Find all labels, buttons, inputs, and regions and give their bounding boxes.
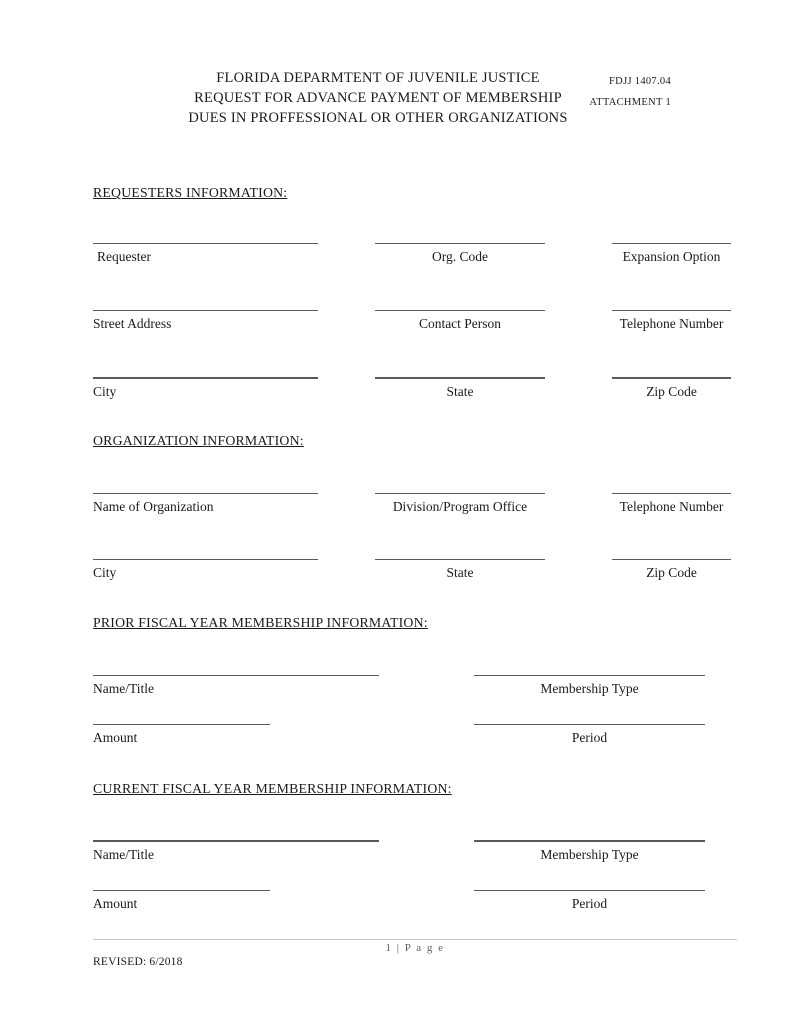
field-row	[93, 243, 737, 265]
expansion-option-label: Expansion Option	[622, 249, 721, 265]
form-title-line-3: DUES IN PROFFESSIONAL OR OTHER ORGANIZATIONS	[188, 110, 568, 126]
prior-period-label: Period	[571, 730, 608, 746]
current-membership-type-input-line[interactable]	[474, 840, 705, 841]
field-row	[93, 890, 737, 912]
telephone-number-input-line[interactable]	[612, 310, 731, 311]
org-city-field	[93, 559, 318, 581]
org-code-field	[375, 243, 545, 265]
section-heading-requesters-information: REQUESTERS INFORMATION:	[93, 185, 288, 200]
prior-name-title-field	[93, 675, 379, 697]
field-row	[93, 493, 737, 515]
field-row	[93, 559, 737, 581]
org-city-label: City	[93, 564, 117, 580]
current-period-input-line[interactable]	[474, 890, 705, 891]
prior-amount-input-line[interactable]	[93, 724, 270, 725]
page-number: 1 | P a g e	[385, 941, 445, 954]
requester-label: Requester	[97, 249, 151, 265]
org-state-field	[375, 559, 545, 581]
form-header	[93, 0, 737, 128]
form-number: FDJJ 1407.04	[609, 76, 671, 87]
field-row	[93, 675, 737, 697]
zip-code-field	[612, 377, 731, 399]
zip-code-label: Zip Code	[646, 383, 697, 399]
current-amount-input-line[interactable]	[93, 890, 270, 891]
city-input-line[interactable]	[93, 377, 318, 378]
field-row	[93, 724, 737, 746]
form-title-line-1: FLORIDA DEPARMTENT OF JUVENILE JUSTICE	[216, 70, 540, 86]
org-telephone-number-label: Telephone Number	[619, 498, 724, 514]
street-address-field	[93, 310, 318, 332]
form-title	[93, 68, 663, 128]
prior-amount-label: Amount	[93, 730, 138, 746]
current-period-label: Period	[571, 895, 608, 911]
city-field	[93, 377, 318, 399]
field-row	[93, 377, 737, 399]
division-program-office-label: Division/Program Office	[392, 498, 528, 514]
zip-code-input-line[interactable]	[612, 377, 731, 378]
current-membership-type-label: Membership Type	[540, 846, 639, 862]
state-input-line[interactable]	[375, 377, 545, 378]
document-reference	[589, 71, 671, 113]
field-row	[93, 840, 737, 862]
prior-membership-type-input-line[interactable]	[474, 675, 705, 676]
org-zip-code-input-line[interactable]	[612, 559, 731, 560]
prior-name-title-label: Name/Title	[93, 681, 155, 697]
org-telephone-number-field	[612, 493, 731, 515]
section-heading-prior-fiscal-year: PRIOR FISCAL YEAR MEMBERSHIP INFORMATION:	[93, 614, 428, 630]
street-address-label: Street Address	[93, 316, 172, 332]
prior-period-field	[474, 724, 705, 746]
current-period-field	[474, 890, 705, 912]
org-code-input-line[interactable]	[375, 243, 545, 244]
org-telephone-number-input-line[interactable]	[612, 493, 731, 494]
org-state-input-line[interactable]	[375, 559, 545, 560]
contact-person-field	[375, 310, 545, 332]
current-name-title-input-line[interactable]	[93, 840, 379, 841]
street-address-input-line[interactable]	[93, 310, 318, 311]
current-name-title-label: Name/Title	[93, 846, 155, 862]
section-heading-organization-information: ORGANIZATION INFORMATION:	[93, 432, 304, 448]
expansion-option-field	[612, 243, 731, 265]
attachment-label: ATTACHMENT 1	[589, 97, 671, 108]
division-program-office-input-line[interactable]	[375, 493, 545, 494]
contact-person-label: Contact Person	[418, 316, 502, 332]
current-name-title-field	[93, 840, 379, 862]
city-label: City	[93, 383, 117, 399]
division-program-office-field	[375, 493, 545, 515]
organization-name-field	[93, 493, 318, 515]
requester-field	[93, 243, 318, 265]
revised-label: REVISED: 6/2018	[93, 955, 183, 968]
page-footer	[93, 939, 737, 968]
org-state-label: State	[446, 564, 474, 580]
current-amount-field	[93, 890, 270, 912]
prior-amount-field	[93, 724, 270, 746]
organization-name-input-line[interactable]	[93, 493, 318, 494]
prior-membership-type-field	[474, 675, 705, 697]
expansion-option-input-line[interactable]	[612, 243, 731, 244]
current-amount-label: Amount	[93, 895, 138, 911]
org-code-label: Org. Code	[432, 249, 488, 265]
requester-input-line[interactable]	[93, 243, 318, 244]
organization-name-label: Name of Organization	[93, 498, 214, 514]
prior-membership-type-label: Membership Type	[540, 681, 639, 697]
telephone-number-label: Telephone Number	[619, 316, 724, 332]
current-membership-type-field	[474, 840, 705, 862]
prior-period-input-line[interactable]	[474, 724, 705, 725]
state-field	[375, 377, 545, 399]
org-zip-code-label: Zip Code	[646, 564, 697, 580]
field-row	[93, 310, 737, 332]
telephone-number-field	[612, 310, 731, 332]
form-title-line-2: REQUEST FOR ADVANCE PAYMENT OF MEMBERSHIP	[194, 90, 562, 106]
org-city-input-line[interactable]	[93, 559, 318, 560]
state-label: State	[446, 383, 474, 399]
prior-name-title-input-line[interactable]	[93, 675, 379, 676]
section-heading-current-fiscal-year: CURRENT FISCAL YEAR MEMBERSHIP INFORMATION:	[93, 781, 452, 797]
org-zip-code-field	[612, 559, 731, 581]
contact-person-input-line[interactable]	[375, 310, 545, 311]
